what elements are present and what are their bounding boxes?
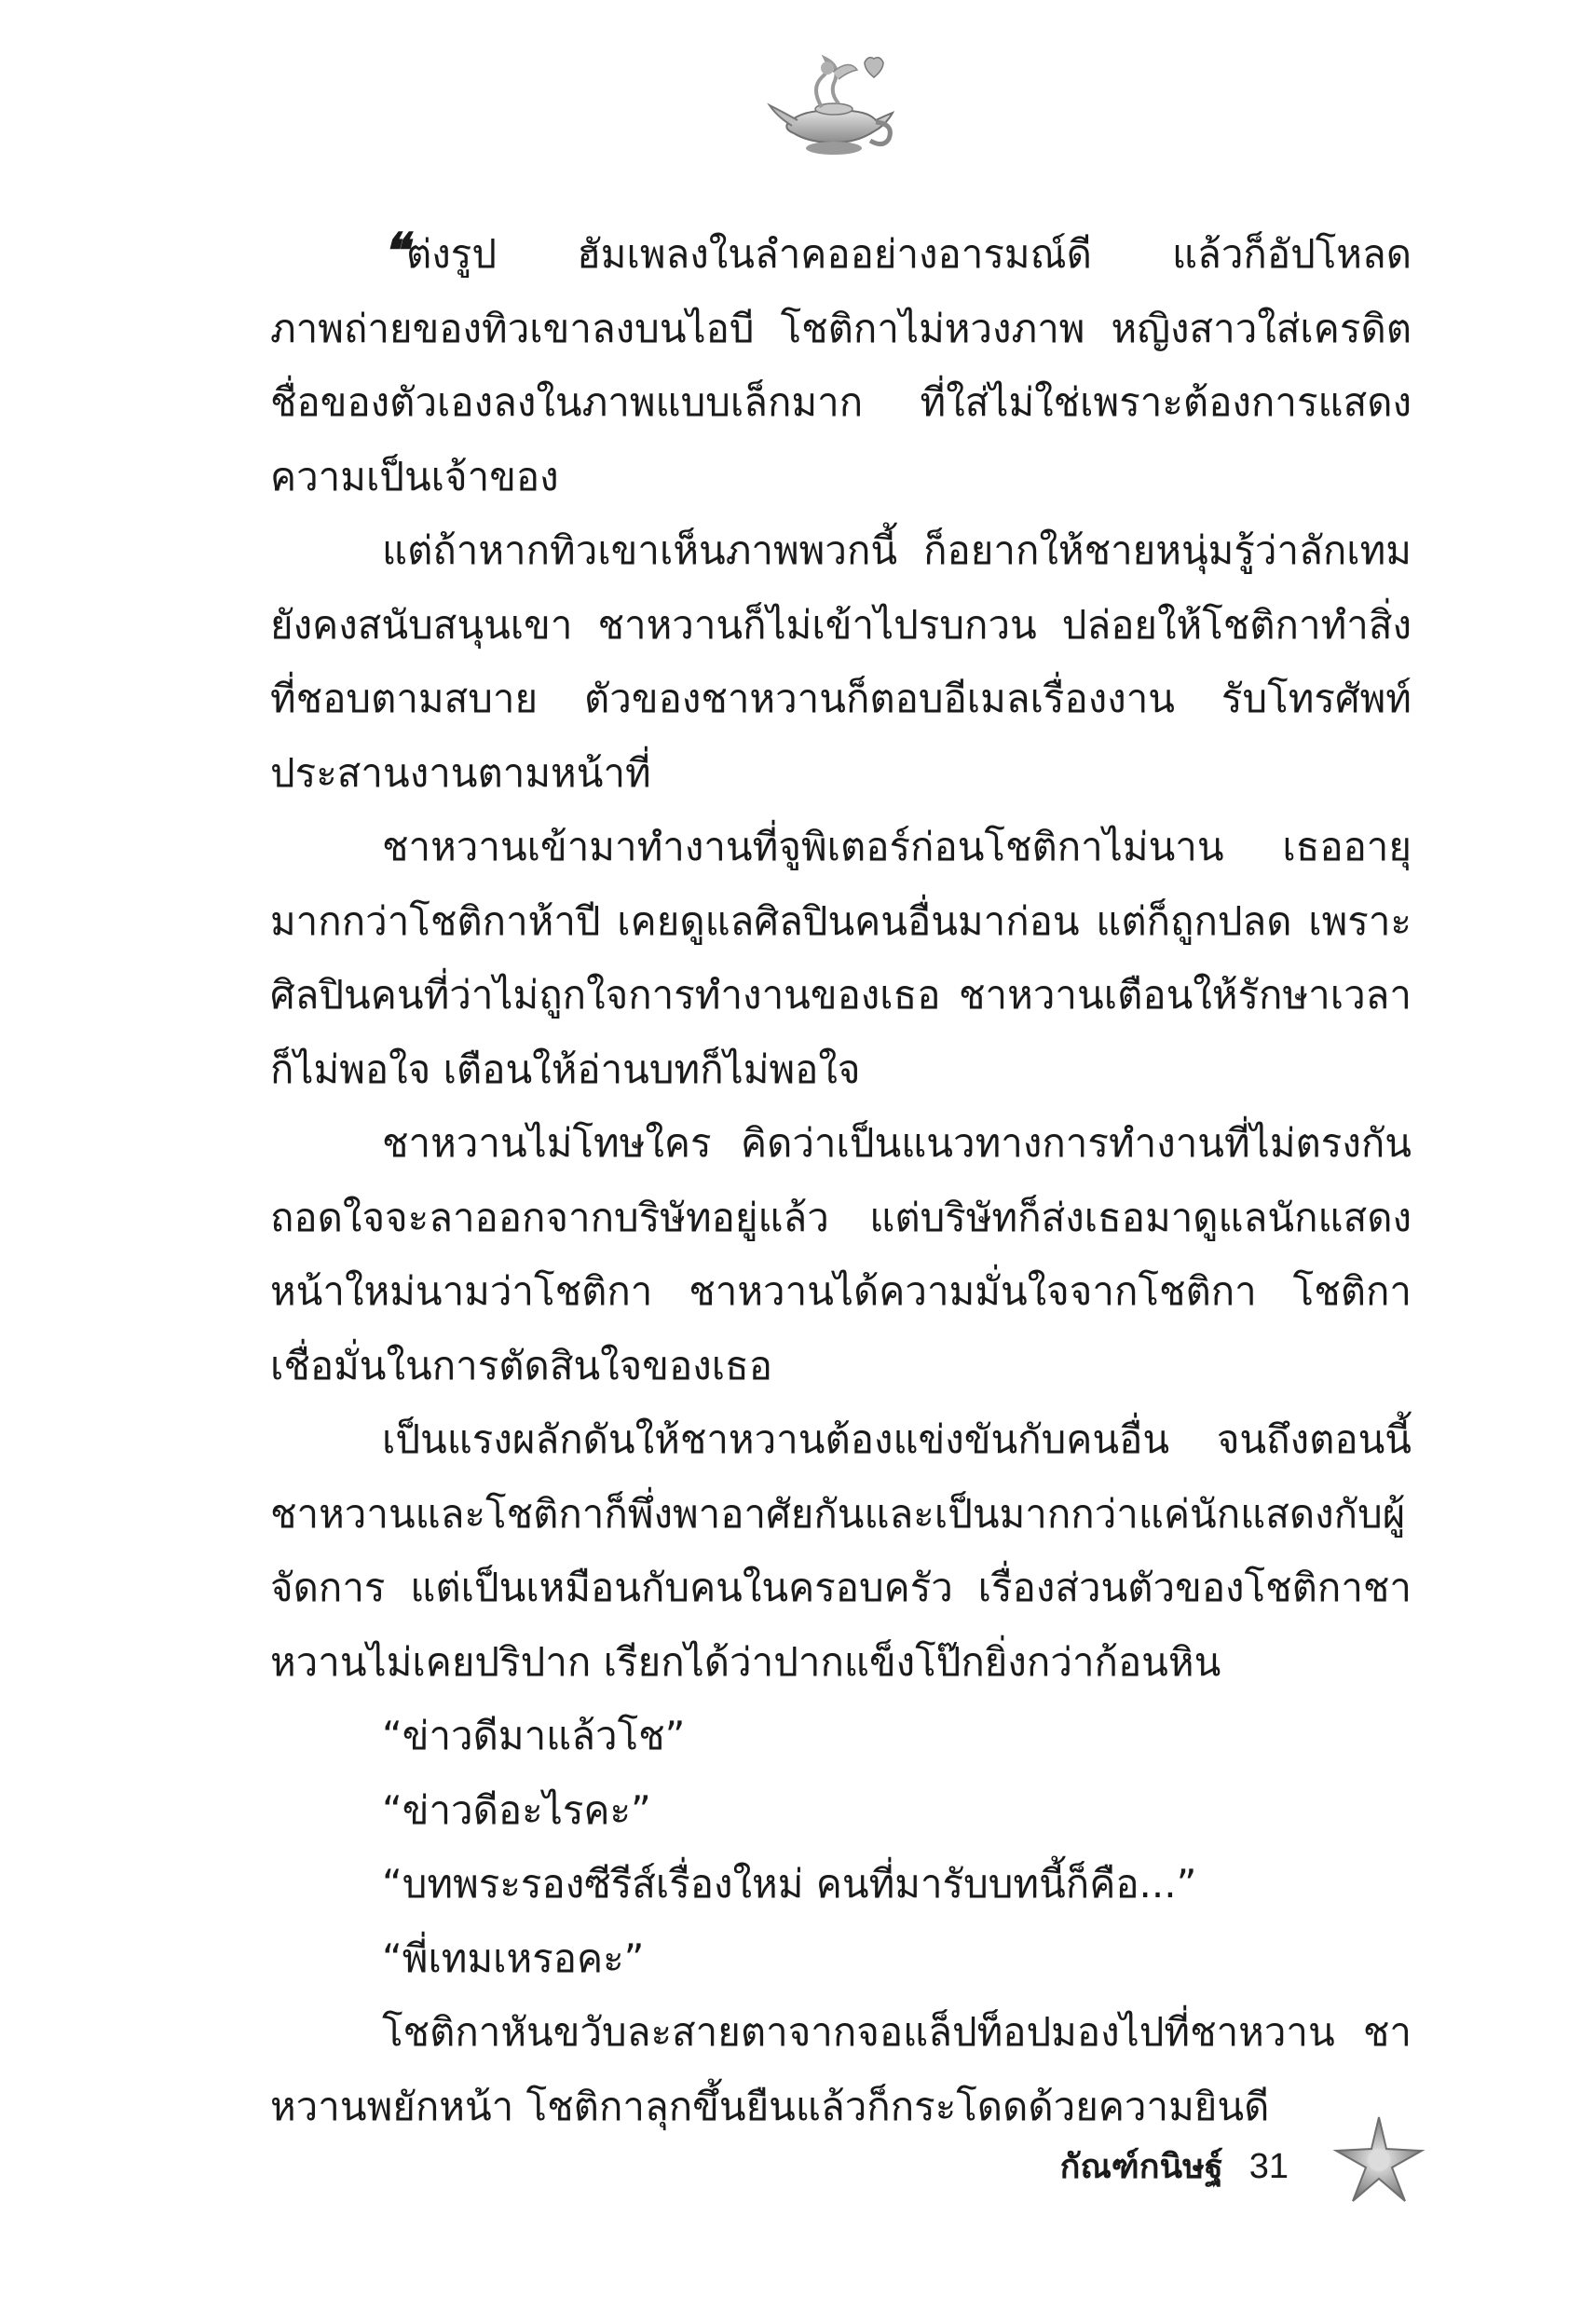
paragraph-2: แต่ถ้าหากทิวเขาเห็นภาพพวกนี้ ก็อยากให้ชายหนุ่มรู้ว่าลักเทมยังคงสนับสนุนเขา ชาหวานก็ไม่เข้าไปรบกวน ปล่อยให้โชติกาทำสิ่งที่ชอบตามสบาย ตัวของชาหวานก็ตอบอีเมลเรื่องงาน รับโทรศัพท์ประสานงานตามหน้าที่ xyxy=(270,527,1412,796)
page-number: 31 xyxy=(1248,2147,1289,2186)
paragraph-4: ชาหวานไม่โทษใคร คิดว่าเป็นแนวทางการทำงานที่ไม่ตรงกัน ถอดใจจะลาออกจากบริษัทอยู่แล้ว แต่บริษัทก็ส่งเธอมาดูแลนักแสดงหน้าใหม่นามว่าโชติกา ชาหวานได้ความมั่นใจจากโชติกา โชติกาเชื่อมั่นในการตัดสินใจของเธอ xyxy=(270,1120,1412,1388)
paragraph-5: เป็นแรงผลักดันให้ชาหวานต้องแข่งขันกับคนอื่น จนถึงตอนนี้ชาหวานและโชติกาก็พึ่งพาอาศัยกันและเป็นมากกว่าแค่นักแสดงกับผู้จัดการ แต่เป็นเหมือนกับคนในครอบครัว เรื่องส่วนตัวของโชติกาชาหวานไม่เคยปริปาก เรียกได้ว่าปากแข็งโป๊กยิ่งกว่าก้อนหิน xyxy=(270,1416,1412,1685)
paragraph-closing: โชติกาหันขวับละสายตาจากจอแล็ปท็อปมองไปที่ชาหวาน ชาหวานพยักหน้า โชติกาลุกขึ้นยืนแล้วก็กระโดดด้วยความยินดี xyxy=(270,2009,1412,2129)
dialogue-line-4: “พี่เทมเหรอคะ” xyxy=(382,1935,645,1981)
paragraph-1 xyxy=(270,214,1412,513)
genie-lamp-cupid-icon xyxy=(764,51,904,163)
paragraph-3: ชาหวานเข้ามาทำงานที่จูพิเตอร์ก่อนโชติกาไม่นาน เธออายุมากกว่าโชติกาห้าปี เคยดูแลศิลปินคนอื่นมาก่อน แต่ก็ถูกปลด เพราะศิลปินคนที่ว่าไม่ถูกใจการทำงานของเธอ ชาหวานเตือนให้รักษาเวลาก็ไม่พอใจ เตือนให้อ่านบทก็ไม่พอใจ xyxy=(270,824,1412,1092)
footer-author: กัณฑ์กนิษฐ์ xyxy=(1059,2148,1223,2186)
opening-quote-mark: ❝ xyxy=(382,223,404,280)
dialogue-line-1: “ข่าวดีมาแล้วโช” xyxy=(382,1713,686,1758)
page-footer xyxy=(1060,2140,1289,2193)
star-icon xyxy=(1332,2113,1425,2207)
dialogue-line-3: “บทพระรองซีรีส์เรื่องใหม่ คนที่มารับบทนี้ก็คือ...” xyxy=(382,1861,1197,1907)
paragraph-1-text: ต่งรูป ฮัมเพลงในลำคออย่างอารมณ์ดี แล้วก็อัปโหลดภาพถ่ายของทิวเขาลงบนไอบี โชติกาไม่หวงภาพ หญิงสาวใส่เครดิตชื่อของตัวเองลงในภาพแบบเล็กมาก ที่ใส่ไม่ใช่เพราะต้องการแสดงความเป็นเจ้าของ xyxy=(270,231,1412,499)
dialogue-line-2: “ข่าวดีอะไรคะ” xyxy=(382,1786,651,1833)
page-body xyxy=(270,214,1412,2143)
